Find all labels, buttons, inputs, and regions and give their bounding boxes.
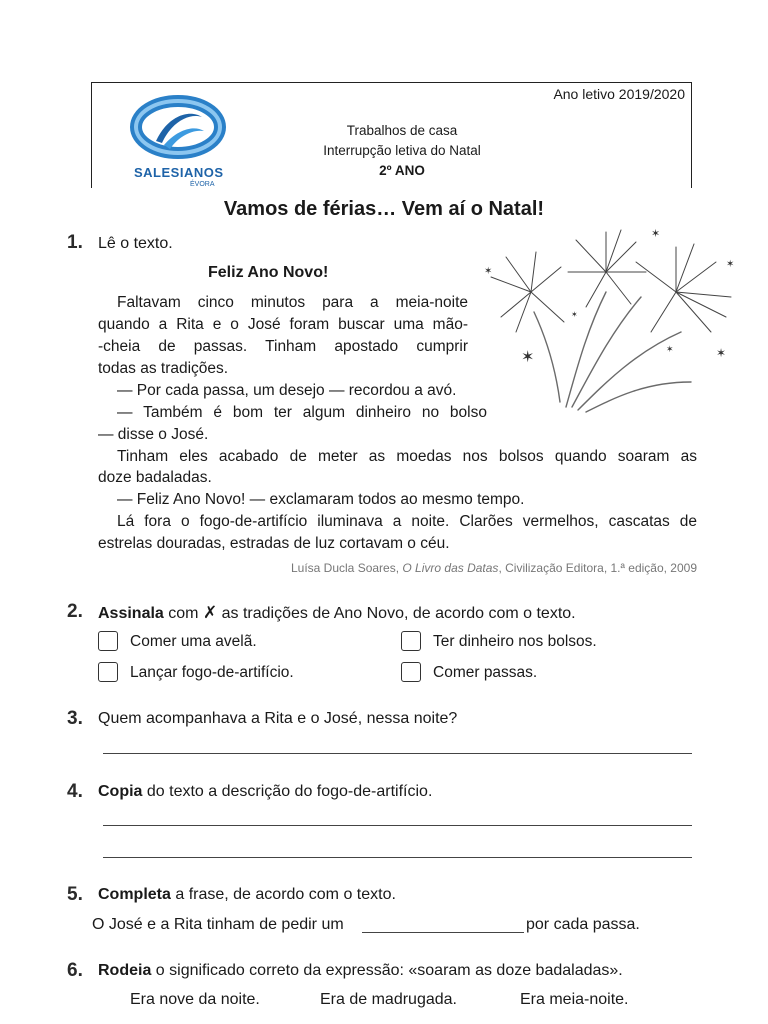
checkbox-option-2[interactable] [401, 631, 421, 651]
checkbox-option-3[interactable] [98, 662, 118, 682]
option-label: Lançar fogo-de-artifício. [130, 664, 294, 681]
story-line: — Também é bom ter algum dinheiro no bolso [117, 404, 487, 421]
header-line2: Interrupção letiva do Natal [323, 143, 481, 158]
school-year: Ano letivo 2019/2020 [553, 86, 685, 102]
question-2-text: Assinala com ✗ as tradições de Ano Novo, de acordo com o texto. [98, 603, 576, 622]
logo-icon [128, 95, 228, 167]
story-line: -cheia de passas. Tinham apostado cumprir [98, 338, 468, 355]
story-line: todas as tradições. [98, 360, 229, 377]
answer-line[interactable] [103, 857, 692, 858]
question-4-number: 4. [67, 781, 83, 802]
header-line1: Trabalhos de casa [346, 123, 458, 138]
question-1-number: 1. [67, 232, 83, 253]
story-line: quando a Rita e o José foram buscar uma mão- [98, 316, 468, 333]
source-book-title: O Livro das Datas [402, 561, 499, 575]
header-grade: 2º ANO [379, 163, 425, 178]
checkbox-option-4[interactable] [401, 662, 421, 682]
svg-text:✶: ✶ [666, 345, 674, 355]
svg-text:✶: ✶ [726, 259, 735, 270]
answer-line[interactable] [103, 825, 692, 826]
svg-text:✶: ✶ [484, 266, 493, 277]
question-6-text: Rodeia o significado correto da expressão: «soaram as doze badaladas». [98, 962, 623, 979]
page-title: Vamos de férias… Vem aí o Natal! [223, 198, 545, 220]
story-line: estrelas douradas, estradas de luz cortavam o céu. [98, 535, 450, 552]
answer-line[interactable] [103, 753, 692, 754]
header-box [91, 82, 692, 188]
svg-text:✶: ✶ [571, 310, 578, 319]
fill-blank[interactable] [362, 932, 524, 933]
logo-subtext: ÉVORA [190, 181, 215, 188]
svg-text:✶: ✶ [716, 346, 727, 360]
question-3-text: Quem acompanhava a Rita e o José, nessa noite? [98, 710, 458, 727]
circle-option-2[interactable]: Era de madrugada. [320, 991, 457, 1008]
fireworks-icon [476, 222, 744, 414]
story-line: Tinham eles acabado de meter as moedas nos bolsos quando soaram as [117, 448, 697, 465]
option-label: Comer uma avelã. [130, 633, 257, 650]
story-line: doze badaladas. [98, 469, 212, 486]
question-5-text: Completa a frase, de acordo com o texto. [98, 886, 396, 903]
story-line: Faltavam cinco minutos para a meia-noite [117, 294, 468, 311]
story-source: Luísa Ducla Soares, O Livro das Datas, Civilização Editora, 1.ª edição, 2009 [290, 561, 697, 575]
fill-sentence-start: O José e a Rita tinham de pedir um [92, 916, 344, 933]
question-4-text: Copia do texto a descrição do fogo-de-artifício. [98, 783, 433, 800]
circle-option-1[interactable]: Era nove da noite. [130, 991, 260, 1008]
circle-option-3[interactable]: Era meia-noite. [520, 991, 629, 1008]
svg-text:✶: ✶ [521, 347, 535, 366]
question-6-number: 6. [67, 960, 83, 981]
logo-text: SALESIANOS [134, 165, 224, 180]
header-center [282, 121, 522, 181]
question-3-number: 3. [67, 708, 83, 729]
svg-text:✶: ✶ [651, 227, 661, 240]
story-title: Feliz Ano Novo! [208, 264, 329, 281]
story-line: — Feliz Ano Novo! — exclamaram todos ao mesmo tempo. [117, 491, 525, 508]
option-label: Ter dinheiro nos bolsos. [433, 633, 597, 650]
fill-sentence-end: por cada passa. [526, 916, 640, 933]
story-line: — Por cada passa, um desejo — recordou a avó. [117, 382, 457, 399]
question-1-instruction: Lê o texto. [98, 235, 173, 252]
question-5-number: 5. [67, 884, 83, 905]
school-logo [128, 95, 228, 188]
story-line: Lá fora o fogo-de-artifício iluminava a noite. Clarões vermelhos, cascatas de [117, 513, 697, 530]
checkbox-option-1[interactable] [98, 631, 118, 651]
option-label: Comer passas. [433, 664, 538, 681]
story-line: — disse o José. [98, 426, 209, 443]
x-mark-icon: ✗ [202, 603, 218, 622]
question-2-number: 2. [67, 601, 83, 622]
